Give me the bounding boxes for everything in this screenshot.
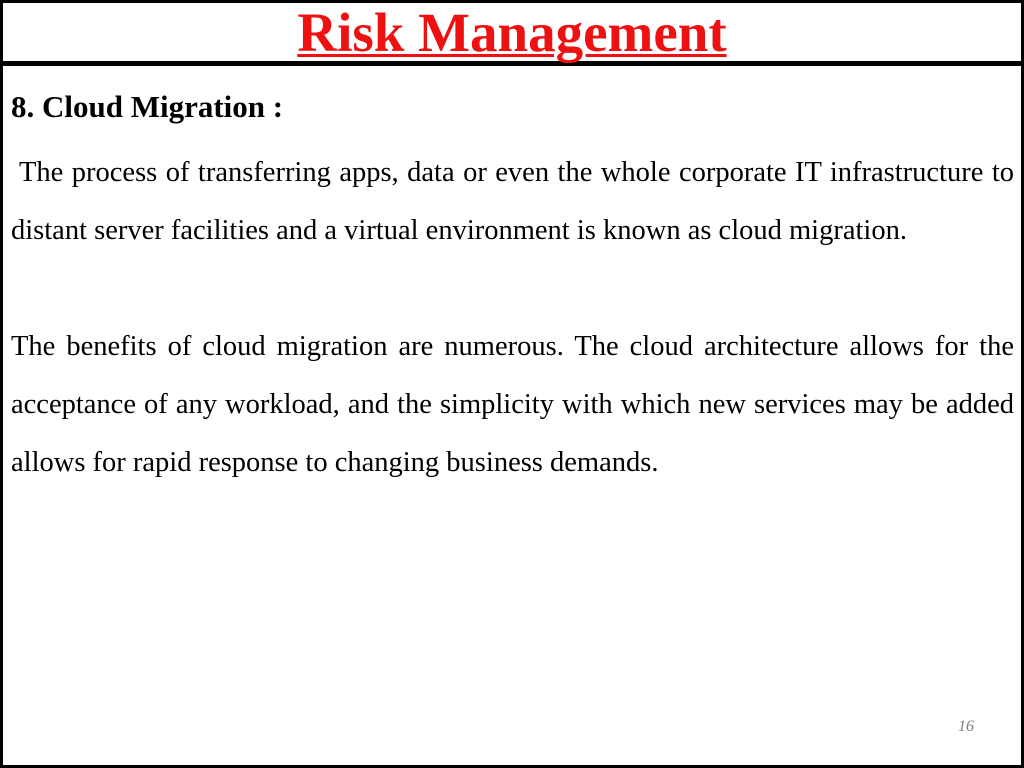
slide-content <box>11 85 1014 492</box>
section-heading: 8. Cloud Migration : <box>11 89 284 124</box>
paragraph-benefits: The benefits of cloud migration are numerous. The cloud architecture allows for the acceptance of any workload, and the simplicity with which new services may be added allows for rapid response to changing business demands. <box>11 331 1014 478</box>
slide-title: Risk Management <box>297 2 727 63</box>
title-bar <box>0 0 1024 66</box>
paragraph-spacer <box>11 260 1014 318</box>
page-number: 16 <box>958 718 974 735</box>
paragraph-definition: The process of transferring apps, data or even the whole corporate IT infrastructure to distant server facilities and a virtual environment is known as cloud migration. <box>11 157 1014 246</box>
